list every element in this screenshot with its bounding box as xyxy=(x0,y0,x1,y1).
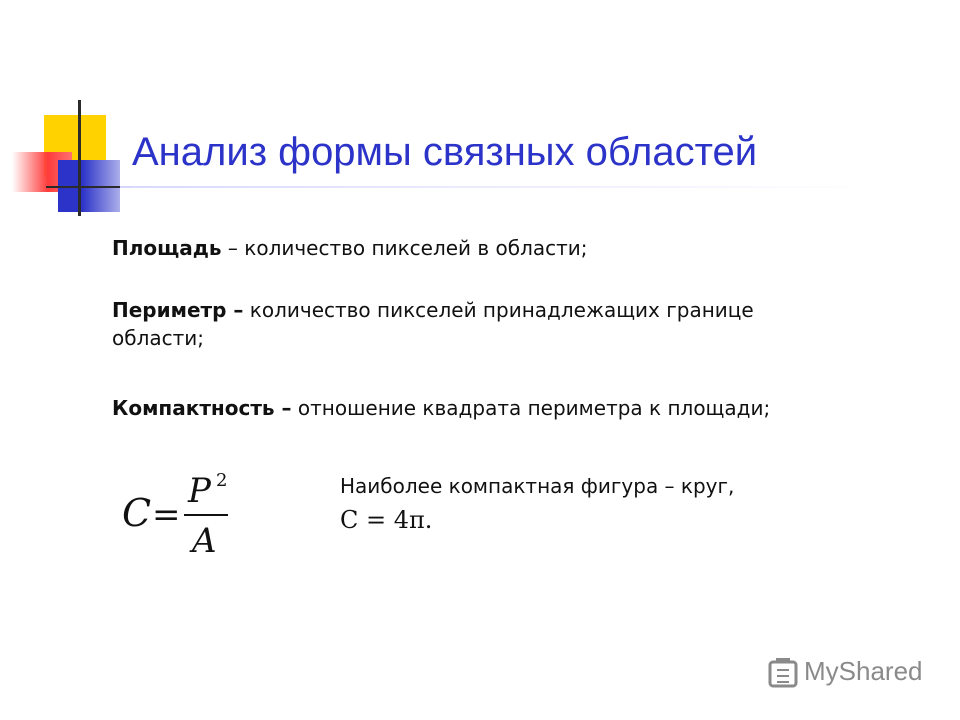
definition-term: Периметр – xyxy=(112,298,244,322)
definition-term: Компактность – xyxy=(112,396,292,420)
formula-denominator: A xyxy=(192,521,217,560)
ornament-vertical-line xyxy=(78,100,81,216)
circle-note: Наиболее компактная фигура – круг, xyxy=(340,474,735,498)
definition-text: отношение квадрата периметра к площади; xyxy=(291,396,771,420)
slide-title: Анализ формы связных областей xyxy=(132,130,758,174)
formula-numerator: P xyxy=(188,471,211,511)
compactness-formula xyxy=(122,470,252,560)
title-underline xyxy=(120,186,880,188)
circle-formula xyxy=(338,502,448,536)
formula-equals: = xyxy=(152,495,181,535)
definition-text: количество пикселей принадлежащих границе области; xyxy=(112,298,754,350)
circle-formula-text: C = 4π. xyxy=(340,506,433,534)
definition-text: – количество пикселей в области; xyxy=(221,236,588,260)
definition-compactness xyxy=(112,394,912,422)
definition-perimeter xyxy=(112,296,772,352)
formula-exponent: 2 xyxy=(216,470,228,491)
definition-area xyxy=(112,234,912,262)
watermark-text: MyShared xyxy=(804,656,923,686)
formula-lhs: C xyxy=(122,491,152,535)
definition-term: Площадь xyxy=(112,236,222,260)
